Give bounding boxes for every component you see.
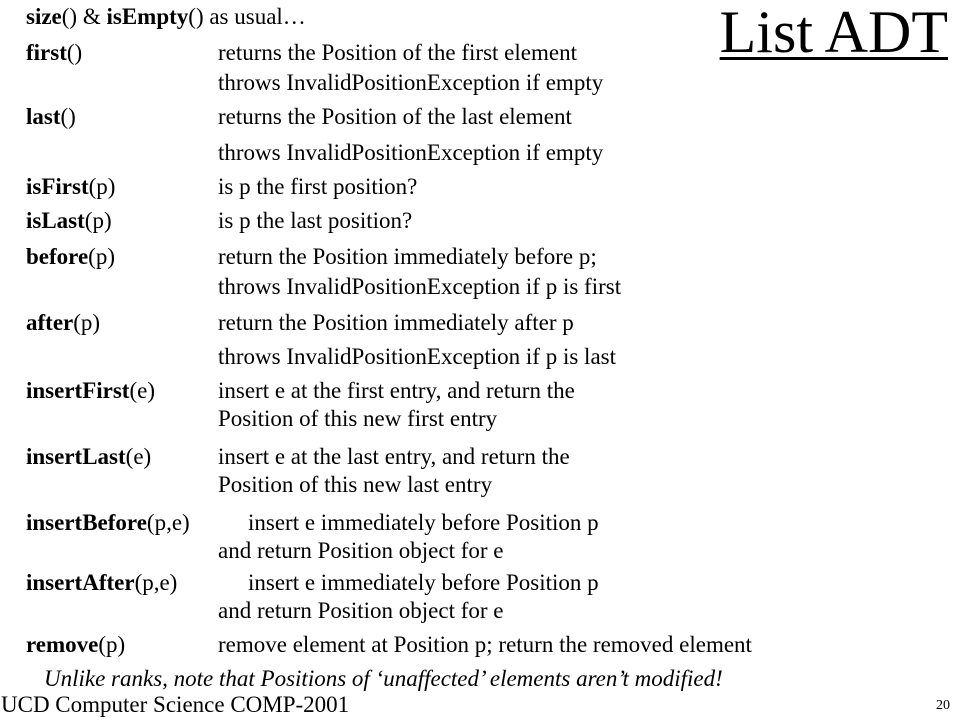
op-signature: first() xyxy=(26,40,83,65)
op-description-cont: and return Position object for e xyxy=(218,598,504,623)
op-description: insert e immediately before Position p xyxy=(248,510,599,535)
course-footer: UCD Computer Science COMP-2001 xyxy=(1,692,350,717)
op-description-cont: throws InvalidPositionException if p is first xyxy=(218,274,622,299)
op-signature: insertLast(e) xyxy=(26,444,152,469)
op-description: return the Position immediately after p xyxy=(218,310,574,335)
op-description: is p the last position? xyxy=(218,208,413,233)
op-signature: insertBefore(p,e) xyxy=(26,510,190,535)
op-description: insert e at the first entry, and return the xyxy=(218,378,575,403)
op-description: returns the Position of the first element xyxy=(218,40,577,65)
op-description: is p the first position? xyxy=(218,174,418,199)
op-description: return the Position immediately before p; xyxy=(218,244,597,269)
op-description-cont: Position of this new first entry xyxy=(218,406,498,431)
op-description-cont: throws InvalidPositionException if empty xyxy=(218,70,604,95)
op-description-cont: throws InvalidPositionException if p is last xyxy=(218,344,616,369)
intro-line: size() & isEmpty() as usual… xyxy=(26,4,306,29)
op-isEmpty: isEmpty xyxy=(106,4,189,29)
op-description-cont: throws InvalidPositionException if empty xyxy=(218,140,604,165)
op-signature: insertAfter(p,e) xyxy=(26,570,178,595)
op-description: remove element at Position p; return the removed element xyxy=(218,632,752,657)
op-signature: remove(p) xyxy=(26,632,126,657)
op-signature: isFirst(p) xyxy=(26,174,116,199)
op-signature: after(p) xyxy=(26,310,101,335)
op-description: returns the Position of the last element xyxy=(218,104,572,129)
op-signature: isLast(p) xyxy=(26,208,112,233)
page-number: 20 xyxy=(936,698,950,713)
op-description-cont: and return Position object for e xyxy=(218,538,504,563)
op-description: insert e at the last entry, and return the xyxy=(218,444,570,469)
op-signature: last() xyxy=(26,104,76,129)
op-description: insert e immediately before Position p xyxy=(248,570,599,595)
slide-title: List ADT xyxy=(719,0,948,65)
slide-note: Unlike ranks, note that Positions of ‘unaffected’ elements aren’t modified! xyxy=(44,666,723,691)
op-signature: before(p) xyxy=(26,244,115,269)
op-size: size xyxy=(26,4,62,29)
op-signature: insertFirst(e) xyxy=(26,378,155,403)
op-description-cont: Position of this new last entry xyxy=(218,472,493,497)
